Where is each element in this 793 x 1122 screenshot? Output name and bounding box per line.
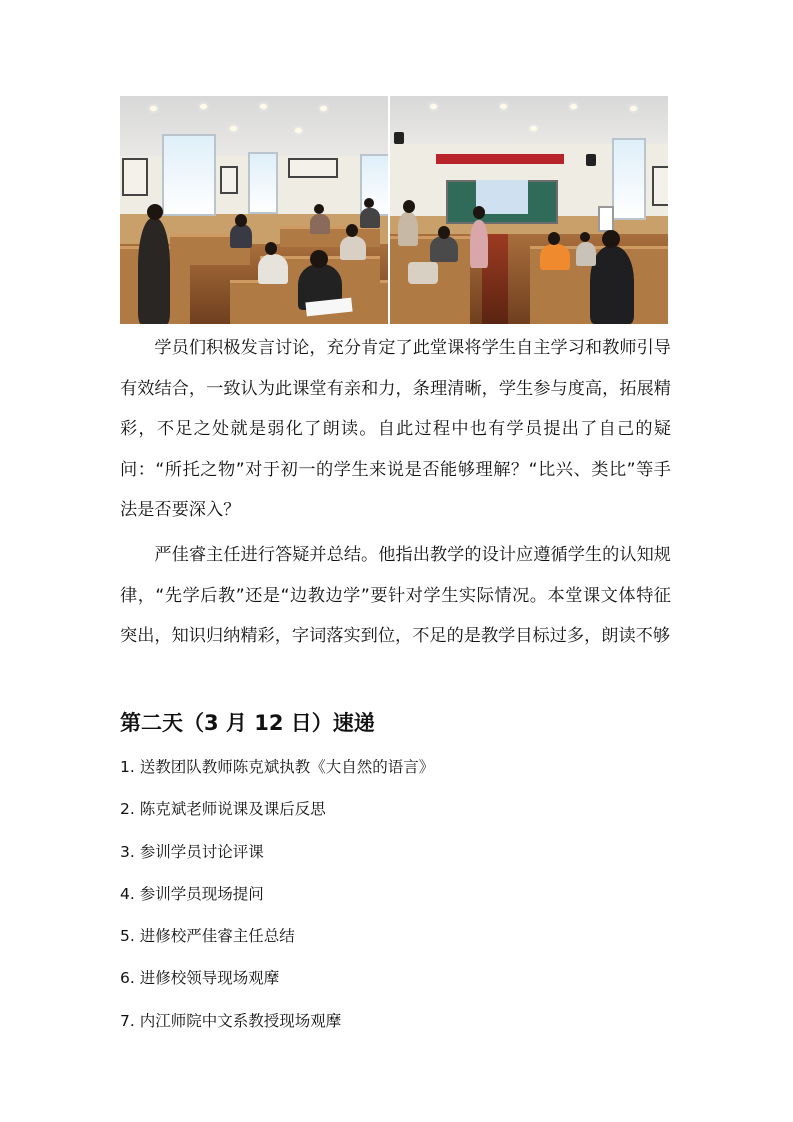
list-item: 2. 陈克斌老师说课及课后反思 — [120, 800, 326, 819]
list-item: 3. 参训学员讨论评课 — [120, 842, 264, 861]
classroom-photo-left — [120, 96, 388, 324]
classroom-photo-right — [390, 96, 668, 324]
paragraph-summary: 严佳睿主任进行答疑并总结。他指出教学的设计应遵循学生的认知规律，“先学后教”还是“边教边学”要针对学生实际情况。本堂课文体特征突出，知识归纳精彩，字词落实到位，不足的是教学目标过多，朗读不够 — [120, 545, 671, 646]
paragraph-discussion: 学员们积极发言讨论，充分肯定了此堂课将学生自主学习和教师引导有效结合，一致认为此课堂有亲和力，条理清晰，学生参与度高，拓展精彩，不足之处就是弱化了朗读。自此过程中也有学员提出了自己的疑问：“所托之物”对于初一的学生来说是否能够理解？“比兴、类比”等手法是否要深入？ — [120, 338, 671, 520]
list-item: 6. 进修校领导现场观摩 — [120, 969, 280, 988]
activity-list — [120, 746, 434, 1042]
section-heading: 第二天（3 月 12 日）速递 — [120, 711, 375, 735]
list-item: 4. 参训学员现场提问 — [120, 884, 264, 903]
photo-row — [120, 96, 668, 324]
list-item: 7. 内江师院中文系教授现场观摩 — [120, 1011, 342, 1030]
list-item: 1. 送教团队教师陈克斌执教《大自然的语言》 — [120, 758, 435, 776]
list-item: 5. 进修校严佳睿主任总结 — [120, 927, 295, 946]
